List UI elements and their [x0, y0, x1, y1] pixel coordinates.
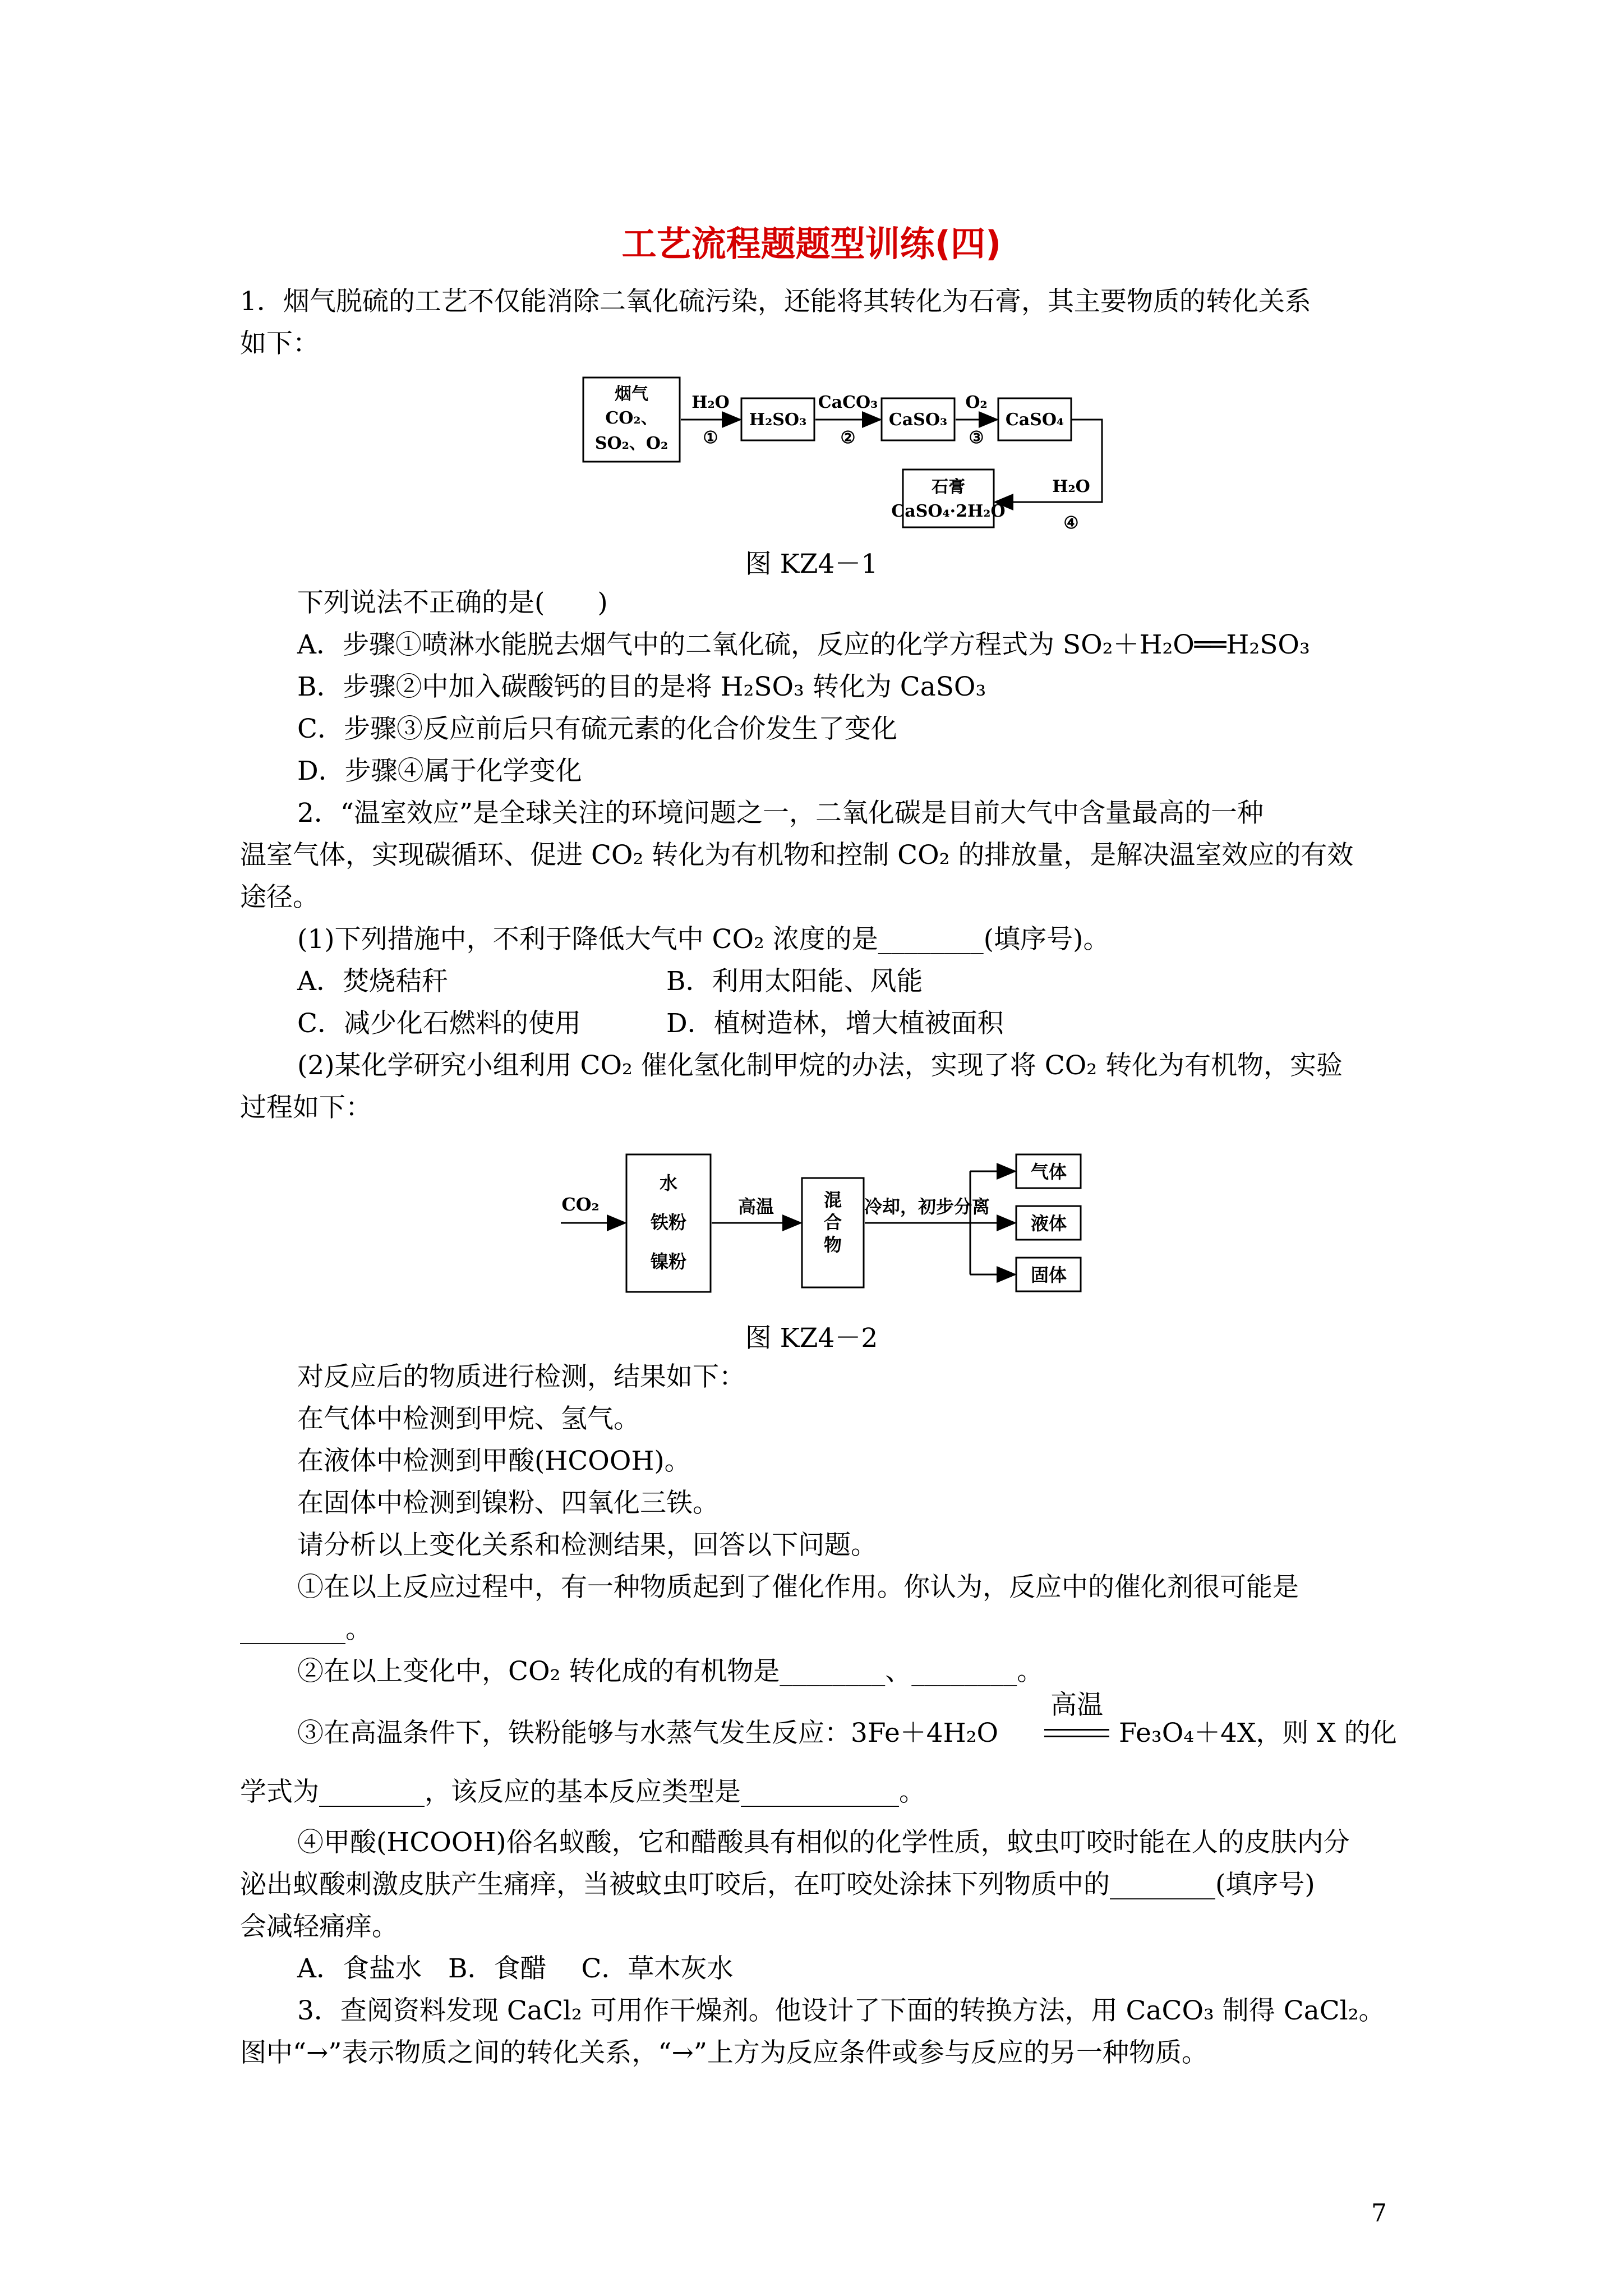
q2-analysis-prompt: 请分析以上变化关系和检测结果，回答以下问题。 [297, 1530, 877, 1561]
q1-text-line2: 如下： [240, 328, 319, 359]
co2-input-label: CO₂ [561, 1194, 600, 1215]
caso4-label: CaSO₄ [1005, 410, 1064, 430]
q2-results-intro: 对反应后的物质进行检测，结果如下： [297, 1361, 745, 1392]
q2-sub3-condition: 高温 [1050, 1690, 1103, 1720]
step3-marker: ③ [969, 428, 984, 448]
q2-part1: (1)下列措施中，不利于降低大气中 CO₂ 浓度的是________(填序号)。 [297, 924, 1110, 955]
q2-intro-line3: 途径。 [240, 882, 319, 913]
q2-part1-option-d: D．植树造林，增大植被面积 [666, 1008, 1004, 1039]
q2-sub1-line2: ________。 [240, 1614, 372, 1645]
q3-line2: 图中“→”表示物质之间的转化关系，“→”上方为反应条件或参与反应的另一种物质。 [240, 2037, 1208, 2068]
q2-sub3-equation-right: Fe₃O₄＋4X，则 X 的化 [1119, 1718, 1397, 1749]
q2-intro-line1: 2．“温室效应”是全球关注的环境问题之一，二氧化碳是目前大气中含量最高的一种 [297, 798, 1264, 829]
flue-gas-label: 烟气 [615, 384, 648, 404]
gypsum-label: 石膏 [932, 477, 965, 497]
q2-sub4-line3: 会减轻痛痒。 [240, 1911, 398, 1942]
q2-sub3-line2: 学式为________，该反应的基本反应类型是____________。 [240, 1777, 925, 1807]
flue-gas-co2: CO₂、 [605, 408, 658, 428]
flow-diagram-kz4-1 [578, 367, 1116, 536]
q2-part1-option-c: C．减少化石燃料的使用 [297, 1008, 581, 1039]
gypsum-formula: CaSO₄·2H₂O [891, 501, 1006, 521]
equation-bar-bottom [1044, 1736, 1109, 1737]
page-title: 工艺流程题题型训练(四) [621, 223, 1002, 264]
q2-sub4-line2: 泌出蚁酸刺激皮肤产生痛痒，当被蚊虫叮咬后，在叮咬处涂抹下列物质中的________(填序号) [240, 1869, 1315, 1900]
h2so3-label: H₂SO₃ [749, 410, 807, 430]
mixture-char3: 物 [823, 1234, 842, 1255]
equation-bar-top [1044, 1729, 1109, 1731]
step1-marker: ① [703, 428, 718, 448]
q1-option-a: A．步骤①喷淋水能脱去烟气中的二氧化硫，反应的化学方程式为 SO₂＋H₂O══H₂SO₃ [297, 629, 1310, 660]
flow-diagram-kz4-2 [555, 1144, 1183, 1301]
q1-stem: 下列说法不正确的是( ) [297, 587, 608, 618]
flue-gas-so2-o2: SO₂、O₂ [594, 434, 668, 453]
q1-option-d: D．步骤④属于化学变化 [297, 756, 582, 786]
cooling-separation-label: 冷却，初步分离 [864, 1196, 990, 1217]
mixture-char2: 合 [823, 1212, 842, 1233]
figure2-caption: 图 KZ4－2 [745, 1323, 878, 1354]
q1-option-b: B．步骤②中加入碳酸钙的目的是将 H₂SO₃ 转化为 CaSO₃ [297, 671, 986, 702]
q2-sub2: ②在以上变化中，CO₂ 转化成的有机物是________、________。 [297, 1656, 1044, 1687]
q2-sub3-equation-left: ③在高温条件下，铁粉能够与水蒸气发生反应：3Fe＋4H₂O [297, 1718, 999, 1749]
q2-intro-line2: 温室气体，实现碳循环、促进 CO₂ 转化为有机物和控制 CO₂ 的排放量，是解决温室效应的有效 [240, 840, 1354, 871]
figure1-caption: 图 KZ4－1 [745, 549, 878, 579]
arrow2-label: CaCO₃ [818, 393, 878, 412]
arrow4-label: H₂O [1052, 477, 1090, 496]
q2-result-solid: 在固体中检测到镍粉、四氧化三铁。 [297, 1488, 719, 1519]
mixture-char1: 混 [823, 1189, 842, 1211]
q2-sub4-line1: ④甲酸(HCOOH)俗名蚁酸，它和醋酸具有相似的化学性质，蚊虫叮咬时能在人的皮肤内分 [297, 1827, 1350, 1858]
q2-result-liquid: 在液体中检测到甲酸(HCOOH)。 [297, 1446, 691, 1476]
q2-part2-line2: 过程如下： [240, 1092, 372, 1123]
q2-result-gas: 在气体中检测到甲烷、氢气。 [297, 1404, 640, 1434]
reactant-nickel-powder: 镍粉 [650, 1251, 687, 1272]
high-temp-label: 高温 [737, 1196, 774, 1217]
q1-text-line1: 1．烟气脱硫的工艺不仅能消除二氧化硫污染，还能将其转化为石膏，其主要物质的转化关系 [240, 286, 1311, 317]
q2-part1-option-b: B．利用太阳能、风能 [666, 966, 923, 997]
q2-sub4-options: A．食盐水 B．食醋 C．草木灰水 [297, 1953, 734, 1984]
step4-marker: ④ [1063, 513, 1079, 533]
caso3-label: CaSO₃ [888, 410, 948, 430]
solid-label: 固体 [1030, 1264, 1067, 1286]
liquid-label: 液体 [1030, 1213, 1067, 1234]
q2-sub1-line1: ①在以上反应过程中，有一种物质起到了催化作用。你认为，反应中的催化剂很可能是 [297, 1572, 1299, 1603]
q2-part1-option-a: A．焚烧秸秆 [297, 966, 448, 997]
q1-option-c: C．步骤③反应前后只有硫元素的化合价发生了变化 [297, 714, 897, 744]
step2-marker: ② [840, 428, 856, 448]
gas-label: 气体 [1030, 1161, 1067, 1182]
q2-part2-line1: (2)某化学研究小组利用 CO₂ 催化氢化制甲烷的办法，实现了将 CO₂ 转化为有机物，实验 [297, 1050, 1343, 1081]
reactant-water: 水 [659, 1172, 678, 1194]
arrow1-label: H₂O [691, 393, 730, 412]
q3-line1: 3．查阅资料发现 CaCl₂ 可用作干燥剂。他设计了下面的转换方法，用 CaCO₃ 制得 CaCl₂。 [297, 1995, 1385, 2026]
page-number: 7 [1371, 2199, 1387, 2228]
reactant-iron-powder: 铁粉 [650, 1212, 687, 1233]
arrow3-label: O₂ [965, 393, 988, 412]
